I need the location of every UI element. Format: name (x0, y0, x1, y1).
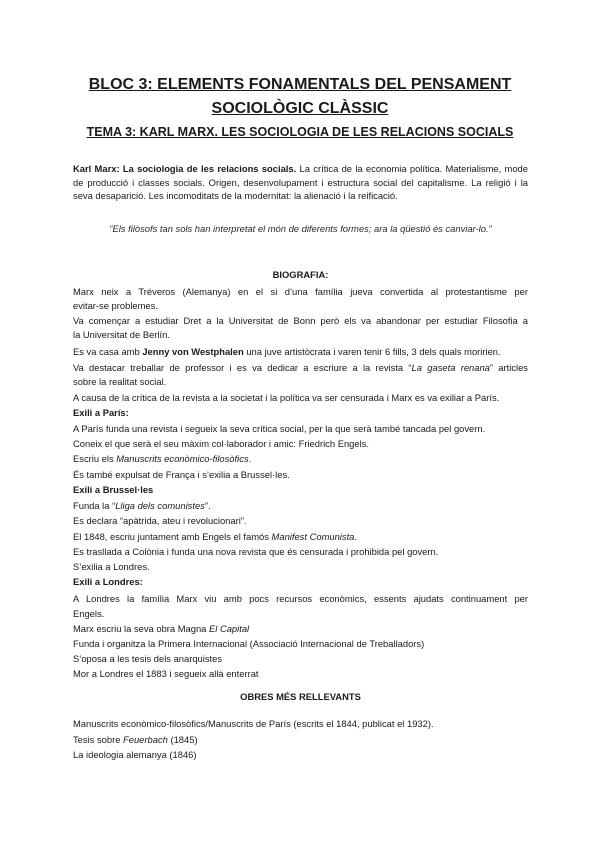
bio-line: És també expulsat de França i s’exilia a Brussel·les. (73, 469, 290, 480)
obres-feuerbach: Feuerbach (123, 734, 168, 745)
bio-line: Coneix el que serà el seu màxim col·laborador i amic: Friedrich Engels. (73, 438, 369, 449)
bio-line (73, 361, 528, 374)
bio-text: ” articles (489, 362, 528, 373)
bio-line: Es trasllada a Colònia i funda una nova revista que és censurada i prohibida pel govern. (73, 546, 439, 557)
intro-bold-lead: Karl Marx: La sociologia de les relacions socials. (73, 163, 297, 174)
bio-line: S’exilia a Londres. (73, 561, 150, 572)
bio-text: Va destacar treballar de professor i es va dedicar a escriure a la revista “ (73, 362, 412, 373)
bio-line: Funda i organitza la Primera Internacional (Associació Internacional de Treballadors) (73, 638, 425, 649)
bio-work-title: Manuscrits econòmico-filosòfics (116, 453, 249, 464)
exili-brussel-heading: Exili a Brussel·les (73, 484, 154, 495)
bio-text: Funda la “ (73, 500, 116, 511)
topic-subtitle: TEMA 3: KARL MARX. LES SOCIOLOGIA DE LES RELACIONS SOCIALS (86, 125, 514, 139)
obres-text: (1845) (167, 734, 198, 745)
page-title-line-1: BLOC 3: ELEMENTS FONAMENTALS DEL PENSAMENT (88, 76, 512, 93)
bio-text: ”. (204, 500, 211, 511)
bio-line (73, 530, 528, 543)
bio-league-title: Lliga dels comunistes (115, 500, 205, 511)
bio-line: A causa de la crítica de la revista a la societat i la política va ser censurada i Marx es va exiliar a París. (73, 392, 500, 403)
bio-name-jenny: Jenny von Westphalen (142, 346, 244, 357)
obres-item (73, 733, 528, 746)
bio-text: Marx escriu la seva obra Magna (73, 623, 209, 634)
bio-manifest-title: Manifest Comunista (271, 531, 355, 542)
obres-heading: OBRES MÉS RELLEVANTS (240, 691, 361, 702)
exili-londres-heading: Exili a Londres: (73, 576, 143, 587)
bio-line (73, 622, 528, 635)
bio-line: Marx neix a Tréveros (Alemanya) en el si d’una família jueva convertida al protestantisme per (73, 286, 528, 297)
obres-text: Tesis sobre (73, 734, 124, 745)
bio-line (73, 499, 528, 512)
bio-text: . (354, 531, 358, 542)
bio-line: S’oposa a les tesis dels anarquistes (73, 653, 223, 664)
bio-line: Es declara “apàtrida, ateu i revolucionari”. (73, 515, 247, 526)
bio-capital-title: El Capital (209, 623, 250, 634)
bio-line: evitar-se problemes. (73, 300, 158, 311)
biografia-heading: BIOGRAFIA: (272, 269, 329, 280)
obres-item: Manuscrits econòmico-filosòfics/Manuscrits de París (escrits el 1844, publicat el 1932). (73, 718, 434, 729)
bio-line: A París funda una revista i segueix la seva crítica social, per la que serà també tancada pel govern. (73, 423, 486, 434)
bio-line: la Universitat de Berlín. (73, 329, 170, 340)
bio-text: El 1848, escriu juntament amb Engels el famós (73, 531, 272, 542)
exili-paris-heading: Exili a París: (73, 407, 129, 418)
marx-quote: “Els filòsofs tan sols han interpretat el món de diferents formes; ara la qüestió és canviar-lo.” (109, 223, 492, 234)
bio-journal-title: La gaseta renana (411, 362, 490, 373)
bio-line: sobre la realitat social. (73, 376, 167, 387)
bio-text: Es va casa amb (73, 346, 143, 357)
bio-line (73, 345, 528, 358)
intro-text: La crítica de la economia política. Materialisme, mode de producció i classes socials. Origen, desenvolupament i estructura social del capitalisme. La religió i la seva desaparició. Les incomoditats de la modernitat: la alienació i la reificació. (73, 163, 528, 201)
bio-line (73, 452, 528, 465)
bio-text: . (248, 453, 252, 464)
page-title-line-2: SOCIOLÒGIC CLÀSSIC (211, 100, 389, 117)
bio-line: Va començar a estudiar Dret a la Universitat de Bonn però els va abandonar per estudiar Filosofia a (73, 315, 528, 326)
intro-paragraph (73, 162, 528, 203)
bio-line: Engels. (73, 608, 105, 619)
bio-line: A Londres la família Marx viu amb pocs recursos econòmics, essents ajudats continuament per (73, 593, 528, 604)
obres-item: La ideologia alemanya (1846) (73, 749, 197, 760)
bio-text: una juve artistòcrata i varen tenir 6 fills, 3 dels quals moririen. (243, 346, 501, 357)
bio-line: Mor a Londres el 1883 i segueix allà enterrat (73, 668, 259, 679)
bio-text: Escriu els (73, 453, 117, 464)
